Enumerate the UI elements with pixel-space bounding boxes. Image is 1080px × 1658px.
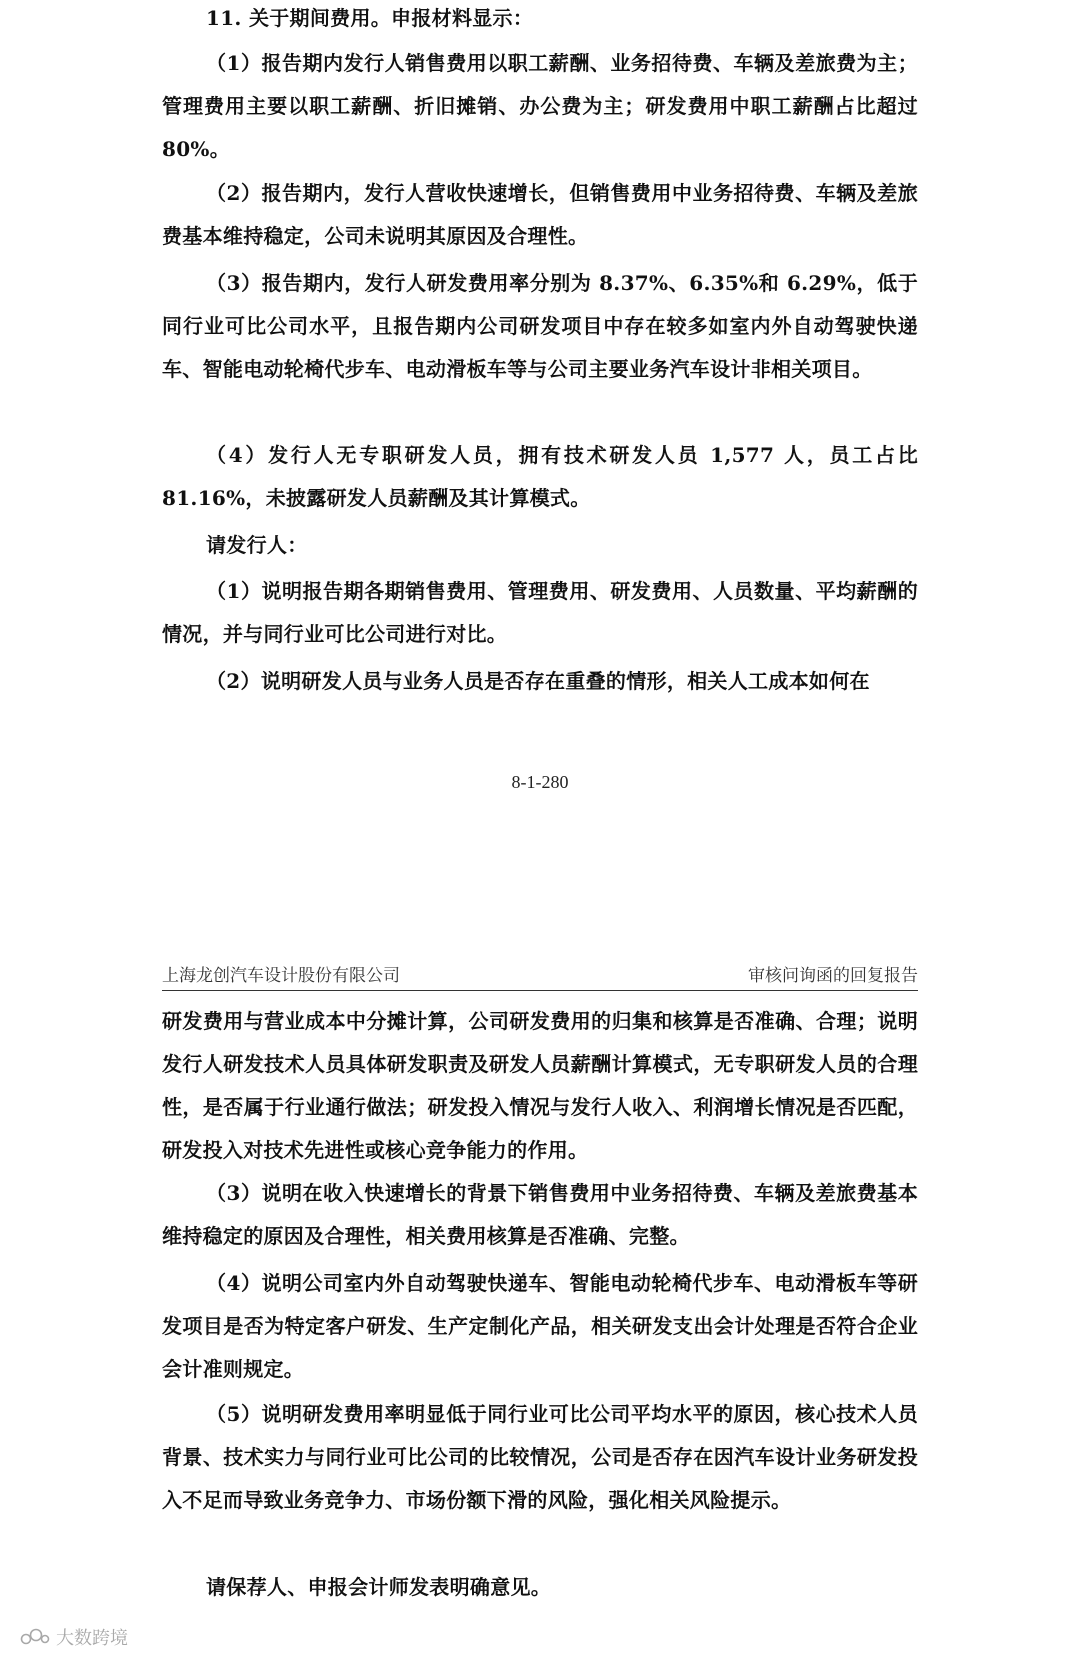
section-heading: 11. 关于期间费用。申报材料显示： bbox=[206, 6, 534, 30]
disclosure-paragraph-3: （3）报告期内，发行人研发费用率分别为 8.37%、6.35%和 6.29%，低于同行业可比公司水平，且报告期内公司研发项目中存在较多如室内外自动驾驶快递车、智能电动轮椅代步车、电动滑板车等与公司主要业务汽车设计非相关项目。 bbox=[162, 271, 918, 381]
page-number: 8-1-280 bbox=[511, 772, 569, 792]
request-paragraph-2-start: （2）说明研发人员与业务人员是否存在重叠的情形，相关人工成本如何在 bbox=[206, 669, 870, 693]
watermark-logo-icon bbox=[20, 1626, 50, 1648]
running-header-report: 审核问询函的回复报告 bbox=[748, 966, 918, 986]
request-paragraph-5: （5）说明研发费用率明显低于同行业可比公司平均水平的原因，核心技术人员背景、技术实力与同行业可比公司的比较情况，公司是否存在因汽车设计业务研发投入不足而导致业务竞争力、市场份额下滑的风险，强化相关风险提示。 bbox=[162, 1402, 918, 1512]
disclosure-paragraph-2: （2）报告期内，发行人营收快速增长，但销售费用中业务招待费、车辆及差旅费基本维持稳定，公司未说明其原因及合理性。 bbox=[162, 181, 918, 248]
disclosure-paragraph-1: （1）报告期内发行人销售费用以职工薪酬、业务招待费、车辆及差旅费为主；管理费用主要以职工薪酬、折旧摊销、办公费为主；研发费用中职工薪酬占比超过 80%。 bbox=[162, 51, 918, 161]
disclosure-paragraph-4: （4）发行人无专职研发人员，拥有技术研发人员 1,577 人，员工占比 81.16%，未披露研发人员薪酬及其计算模式。 bbox=[162, 443, 918, 510]
running-header bbox=[162, 960, 918, 991]
watermark bbox=[20, 1622, 128, 1652]
watermark-text: 大数跨境 bbox=[56, 1628, 128, 1649]
request-paragraph-2-continuation: 研发费用与营业成本中分摊计算，公司研发费用的归集和核算是否准确、合理；说明发行人研发技术人员具体研发职责及研发人员薪酬计算模式，无专职研发人员的合理性，是否属于行业通行做法；研发投入情况与发行人收入、利润增长情况是否匹配，研发投入对技术先进性或核心竞争能力的作用。 bbox=[162, 1009, 918, 1162]
request-paragraph-3: （3）说明在收入快速增长的背景下销售费用中业务招待费、车辆及差旅费基本维持稳定的原因及合理性，相关费用核算是否准确、完整。 bbox=[162, 1181, 918, 1248]
request-paragraph-1: （1）说明报告期各期销售费用、管理费用、研发费用、人员数量、平均薪酬的情况，并与同行业可比公司进行对比。 bbox=[162, 579, 918, 646]
request-paragraph-4: （4）说明公司室内外自动驾驶快递车、智能电动轮椅代步车、电动滑板车等研发项目是否为特定客户研发、生产定制化产品，相关研发支出会计处理是否符合企业会计准则规定。 bbox=[162, 1271, 918, 1381]
request-intro: 请发行人： bbox=[206, 533, 308, 557]
closing-paragraph: 请保荐人、申报会计师发表明确意见。 bbox=[206, 1575, 552, 1599]
running-header-company: 上海龙创汽车设计股份有限公司 bbox=[162, 966, 400, 986]
